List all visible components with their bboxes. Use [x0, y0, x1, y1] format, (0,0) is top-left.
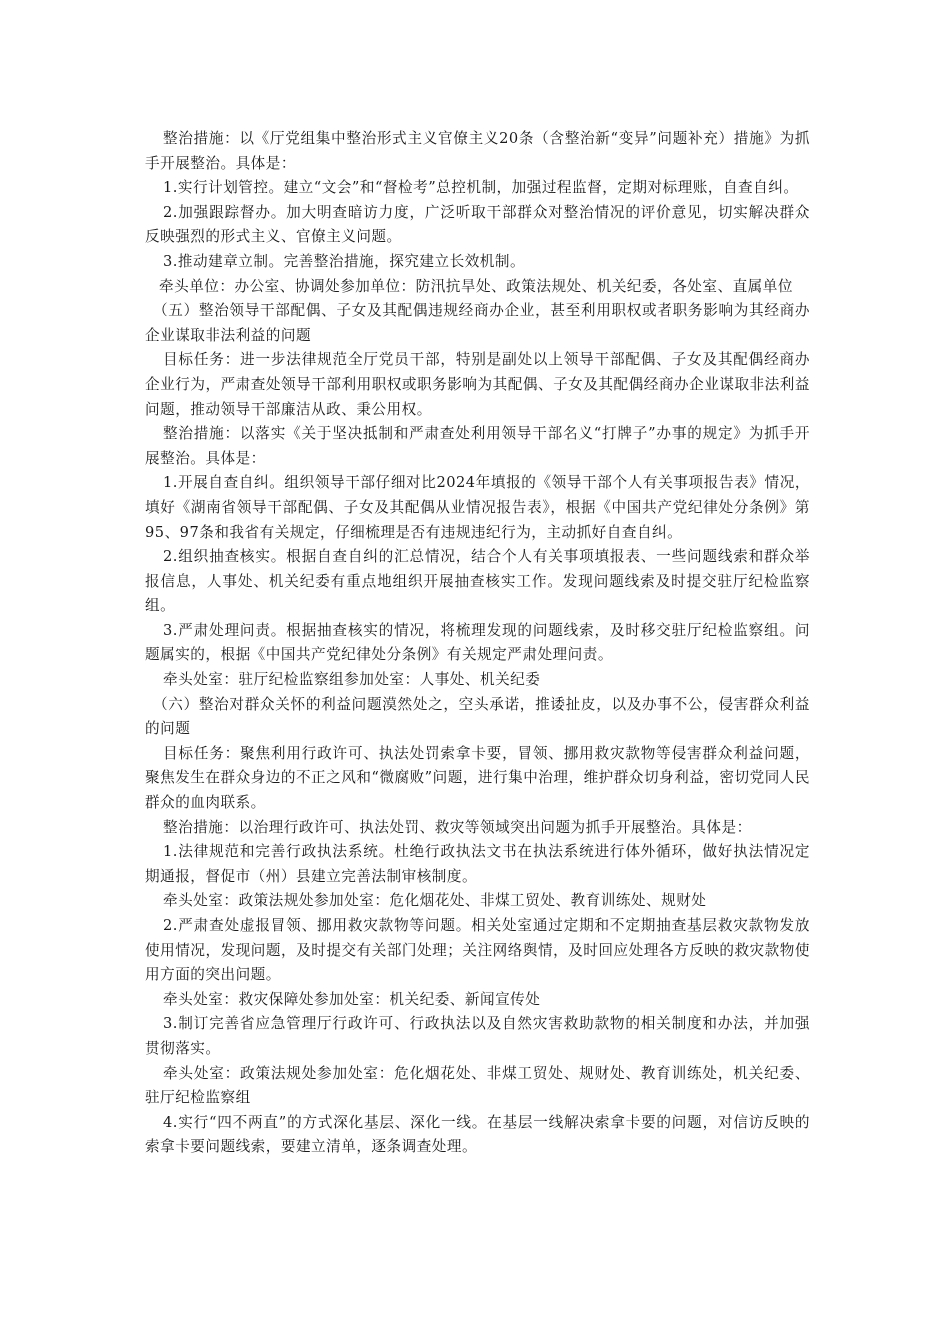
paragraph-item-6-1: 1.法律规范和完善行政执法系统。杜绝行政执法文书在执法系统进行体外循环，做好执法情况定期通报，督促市（州）县建立完善法制审核制度。: [145, 843, 810, 885]
paragraph-item-3: 3.推动建章立制。完善整治措施，探究建立长效机制。: [163, 252, 526, 270]
paragraph-measures-5: 整治措施：以落实《关于坚决抵制和严肃查处利用领导干部名义“打牌子”办事的规定》为抓手开展整治。具体是：: [145, 425, 810, 467]
paragraph-lead-office-6-1: 牵头处室：政策法规处参加处室：危化烟花处、非煤工贸处、教育训练处、规财处: [163, 892, 707, 910]
paragraph-lead-office-6-2: 牵头处室：救灾保障处参加处室：机关纪委、新闻宣传处: [163, 990, 541, 1008]
paragraph-item-6-4: 4.实行“四不两直”的方式深化基层、深化一线。在基层一线解决索拿卡要的问题，对信访反映的索拿卡要问题线索，要建立清单，逐条调查处理。: [145, 1113, 810, 1156]
paragraph-item-1: 1.实行计划管控。建立“文会”和“督检考”总控机制，加强过程监督，定期对标理账，自查自纠。: [163, 179, 799, 197]
paragraph-item-5-3: 3.严肃处理问责。根据抽查核实的情况，将梳理发现的问题线索，及时移交驻厅纪检监察组。问题属实的，根据《中国共产党纪律处分条例》有关规定严肃处理问责。: [145, 621, 810, 664]
paragraph-lead-office-6-3: 牵头处室：政策法规处参加处室：危化烟花处、非煤工贸处、规财处、教育训练处，机关纪委、驻厅纪检监察组: [145, 1064, 810, 1107]
paragraph-item-5-2: 2.组织抽查核实。根据自查自纠的汇总情况，结合个人有关事项填报表、一些问题线索和群众举报信息，人事处、机关纪委有重点地组织开展抽查核实工作。发现问题线索及时提交驻厅纪检监察组。: [145, 548, 810, 615]
paragraph-target-task-6: 目标任务：聚焦利用行政许可、执法处罚索拿卡要，冒领、挪用救灾款物等侵害群众利益问题，聚焦发生在群众身边的不正之风和“微腐败”问题，进行集中治理，维护群众切身利益，密切党同人民群众的血肉联系。: [145, 744, 810, 812]
document-page: [145, 127, 810, 1160]
paragraph-item-5-1: 1.开展自查自纠。组织领导干部仔细对比2024年填报的《领导干部个人有关事项报告表》情况，填好《湖南省领导干部配偶、子女及其配偶从业情况报告表》，根据《中国共产党纪律处分条例》第95、97条和我省有关规定，仔细梳理是否有违规违纪行为，主动抓好自查自纠。: [145, 474, 810, 541]
paragraph-item-6-2: 2.严肃查处虚报冒领、挪用救灾款物等问题。相关处室通过定期和不定期抽查基层救灾款物发放使用情况，发现问题，及时提交有关部门处理；关注网络舆情，及时回应处理各方反映的救灾款物使用方面的突出问题。: [145, 917, 810, 984]
paragraph-measures-6: 整治措施：以治理行政许可、执法处罚、救灾等领域突出问题为抓手开展整治。具体是：: [163, 818, 752, 836]
paragraph-target-task-5: 目标任务：进一步法律规范全厅党员干部，特别是副处以上领导干部配偶、子女及其配偶经商办企业行为，严肃查处领导干部利用职权或职务影响为其配偶、子女及其配偶经商办企业谋取非法利益问题，推动领导干部廉洁从政、秉公用权。: [145, 351, 810, 418]
paragraph-item-6-3: 3.制订完善省应急管理厅行政许可、行政执法以及自然灾害救助款物的相关制度和办法，并加强贯彻落实。: [145, 1015, 810, 1057]
paragraph-lead-unit: 牵头单位：办公室、协调处参加单位：防汛抗旱处、政策法规处、机关纪委，各处室、直属单位: [159, 277, 793, 295]
section-heading-5: （五）整治领导干部配偶、子女及其配偶违规经商办企业，甚至利用职权或者职务影响为其经商办企业谋取非法利益的问题: [145, 302, 810, 344]
section-heading-6: （六）整治对群众关怀的利益问题漠然处之，空头承诺，推诿扯皮，以及办事不公，侵害群众利益的问题: [145, 695, 810, 738]
paragraph-item-2: 2.加强跟踪督办。加大明查暗访力度，广泛听取干部群众对整治情况的评价意见，切实解决群众反映强烈的形式主义、官僚主义问题。: [145, 203, 810, 246]
paragraph-measures-intro: 整治措施：以《厅党组集中整治形式主义官僚主义20条（含整治新“变异”问题补充）措施》为抓手开展整治。具体是：: [145, 130, 810, 172]
paragraph-lead-office-5: 牵头处室：驻厅纪检监察组参加处室：人事处、机关纪委: [163, 671, 541, 689]
